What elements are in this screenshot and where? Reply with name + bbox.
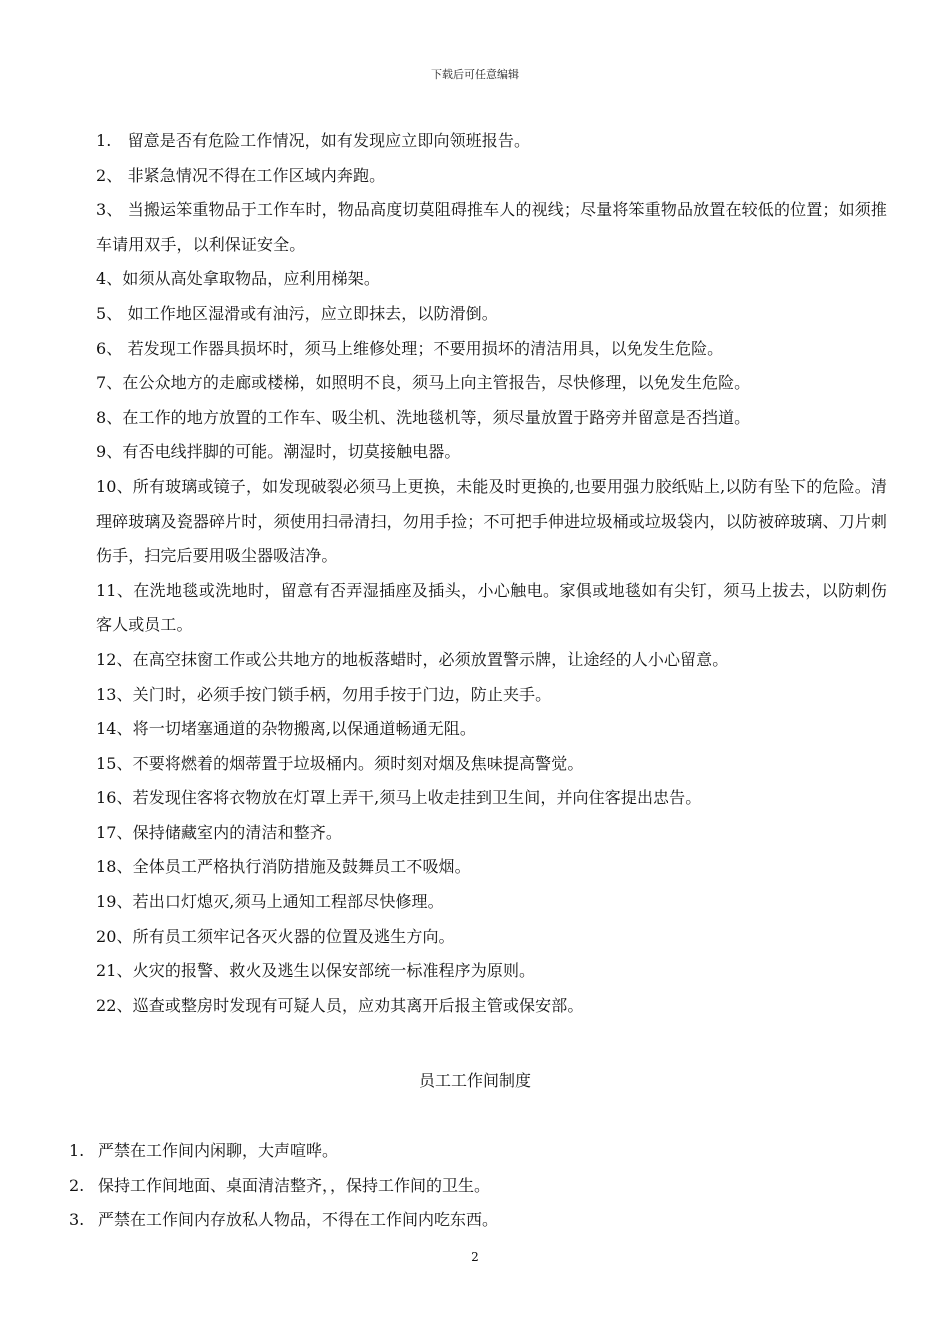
- list-item: 2、 非紧急情况不得在工作区域内奔跑。: [96, 165, 386, 185]
- list-item-number: 1.: [69, 1141, 85, 1160]
- list-item: 21、火灾的报警、救火及逃生以保安部统一标准程序为原则。: [96, 961, 536, 981]
- list-item: 7、在公众地方的走廊或楼梯，如照明不良，须马上向主管报告，尽快修理，以免发生危险。: [96, 373, 751, 393]
- workroom-rules-list: [69, 1134, 889, 1238]
- list-item-text: 严禁在工作间内闲聊，大声喧哗。: [98, 1141, 339, 1160]
- list-item: 6、 若发现工作器具损坏时，须马上维修处理；不要用损坏的清洁用具，以免发生危险。: [96, 338, 724, 358]
- list-item: [69, 1203, 889, 1238]
- list-item: 17、保持储藏室内的清洁和整齐。: [96, 822, 342, 842]
- list-item-text: 保持工作间地面、桌面清洁整齐，，保持工作间的卫生。: [98, 1175, 491, 1195]
- list-item: 16、若发现住客将衣物放在灯罩上弄干,须马上收走挂到卫生间，并向住客提出忠告。: [96, 788, 702, 808]
- list-item: [69, 1169, 889, 1204]
- list-item: 13、关门时，必须手按门锁手柄，勿用手按于门边，防止夹手。: [96, 684, 552, 704]
- list-item: 19、若出口灯熄灭,须马上通知工程部尽快修理。: [96, 892, 444, 912]
- list-item: 1. 留意是否有危险工作情况，如有发现应立即向领班报告。: [96, 131, 531, 150]
- list-item-text: 严禁在工作间内存放私人物品，不得在工作间内吃东西。: [98, 1210, 499, 1230]
- list-item: 11、在洗地毯或洗地时，留意有否弄湿插座及插头，小心触电。家俱或地毯如有尖钉，须马上拔去，以防刺伤客人或员工。: [96, 580, 887, 635]
- page-header-note: 下载后可任意编辑: [431, 68, 519, 81]
- list-item: 12、在高空抹窗工作或公共地方的地板落蜡时，必须放置警示牌，让途经的人小心留意。: [96, 649, 729, 669]
- list-item: 22、巡查或整房时发现有可疑人员，应劝其离开后报主管或保安部。: [96, 995, 584, 1015]
- list-item-number: 3.: [69, 1210, 85, 1230]
- list-item: 20、所有员工须牢记各灭火器的位置及逃生方向。: [96, 926, 455, 946]
- list-item: 4、如须从高处拿取物品，应利用梯架。: [96, 269, 380, 289]
- list-item: 8、在工作的地方放置的工作车、吸尘机、洗地毯机等，须尽量放置于路旁并留意是否挡道。: [96, 407, 751, 427]
- list-item: 18、全体员工严格执行消防措施及鼓舞员工不吸烟。: [96, 857, 471, 877]
- list-item-number: 2.: [69, 1175, 85, 1195]
- list-item: [69, 1134, 889, 1169]
- safety-rules-list: [87, 124, 887, 1023]
- list-item: 10、所有玻璃或镜子，如发现破裂必须马上更换，未能及时更换的,也要用强力胶纸贴上,以防有坠下的危险。清理碎玻璃及瓷器碎片时，须使用扫帚清扫，勿用手捡；不可把手伸进垃圾桶或垃圾袋内，以防被碎玻璃、刀片刺伤手，扫完后要用吸尘器吸洁净。: [96, 476, 887, 566]
- list-item: 5、 如工作地区湿滑或有油污，应立即抹去，以防滑倒。: [96, 303, 498, 323]
- list-item: 9、有否电线拌脚的可能。潮湿时，切莫接触电器。: [96, 442, 461, 462]
- list-item: 3、 当搬运笨重物品于工作车时，物品高度切莫阻碍推车人的视线；尽量将笨重物品放置在较低的位置；如须推车请用双手，以利保证安全。: [96, 200, 887, 254]
- page-number: 2: [471, 1250, 479, 1264]
- list-item: 15、不要将燃着的烟蒂置于垃圾桶内。须时刻对烟及焦味提高警觉。: [96, 753, 584, 773]
- list-item: 14、将一切堵塞通道的杂物搬离,以保通道畅通无阻。: [96, 719, 476, 739]
- section-title: 员工工作间制度: [418, 1071, 531, 1090]
